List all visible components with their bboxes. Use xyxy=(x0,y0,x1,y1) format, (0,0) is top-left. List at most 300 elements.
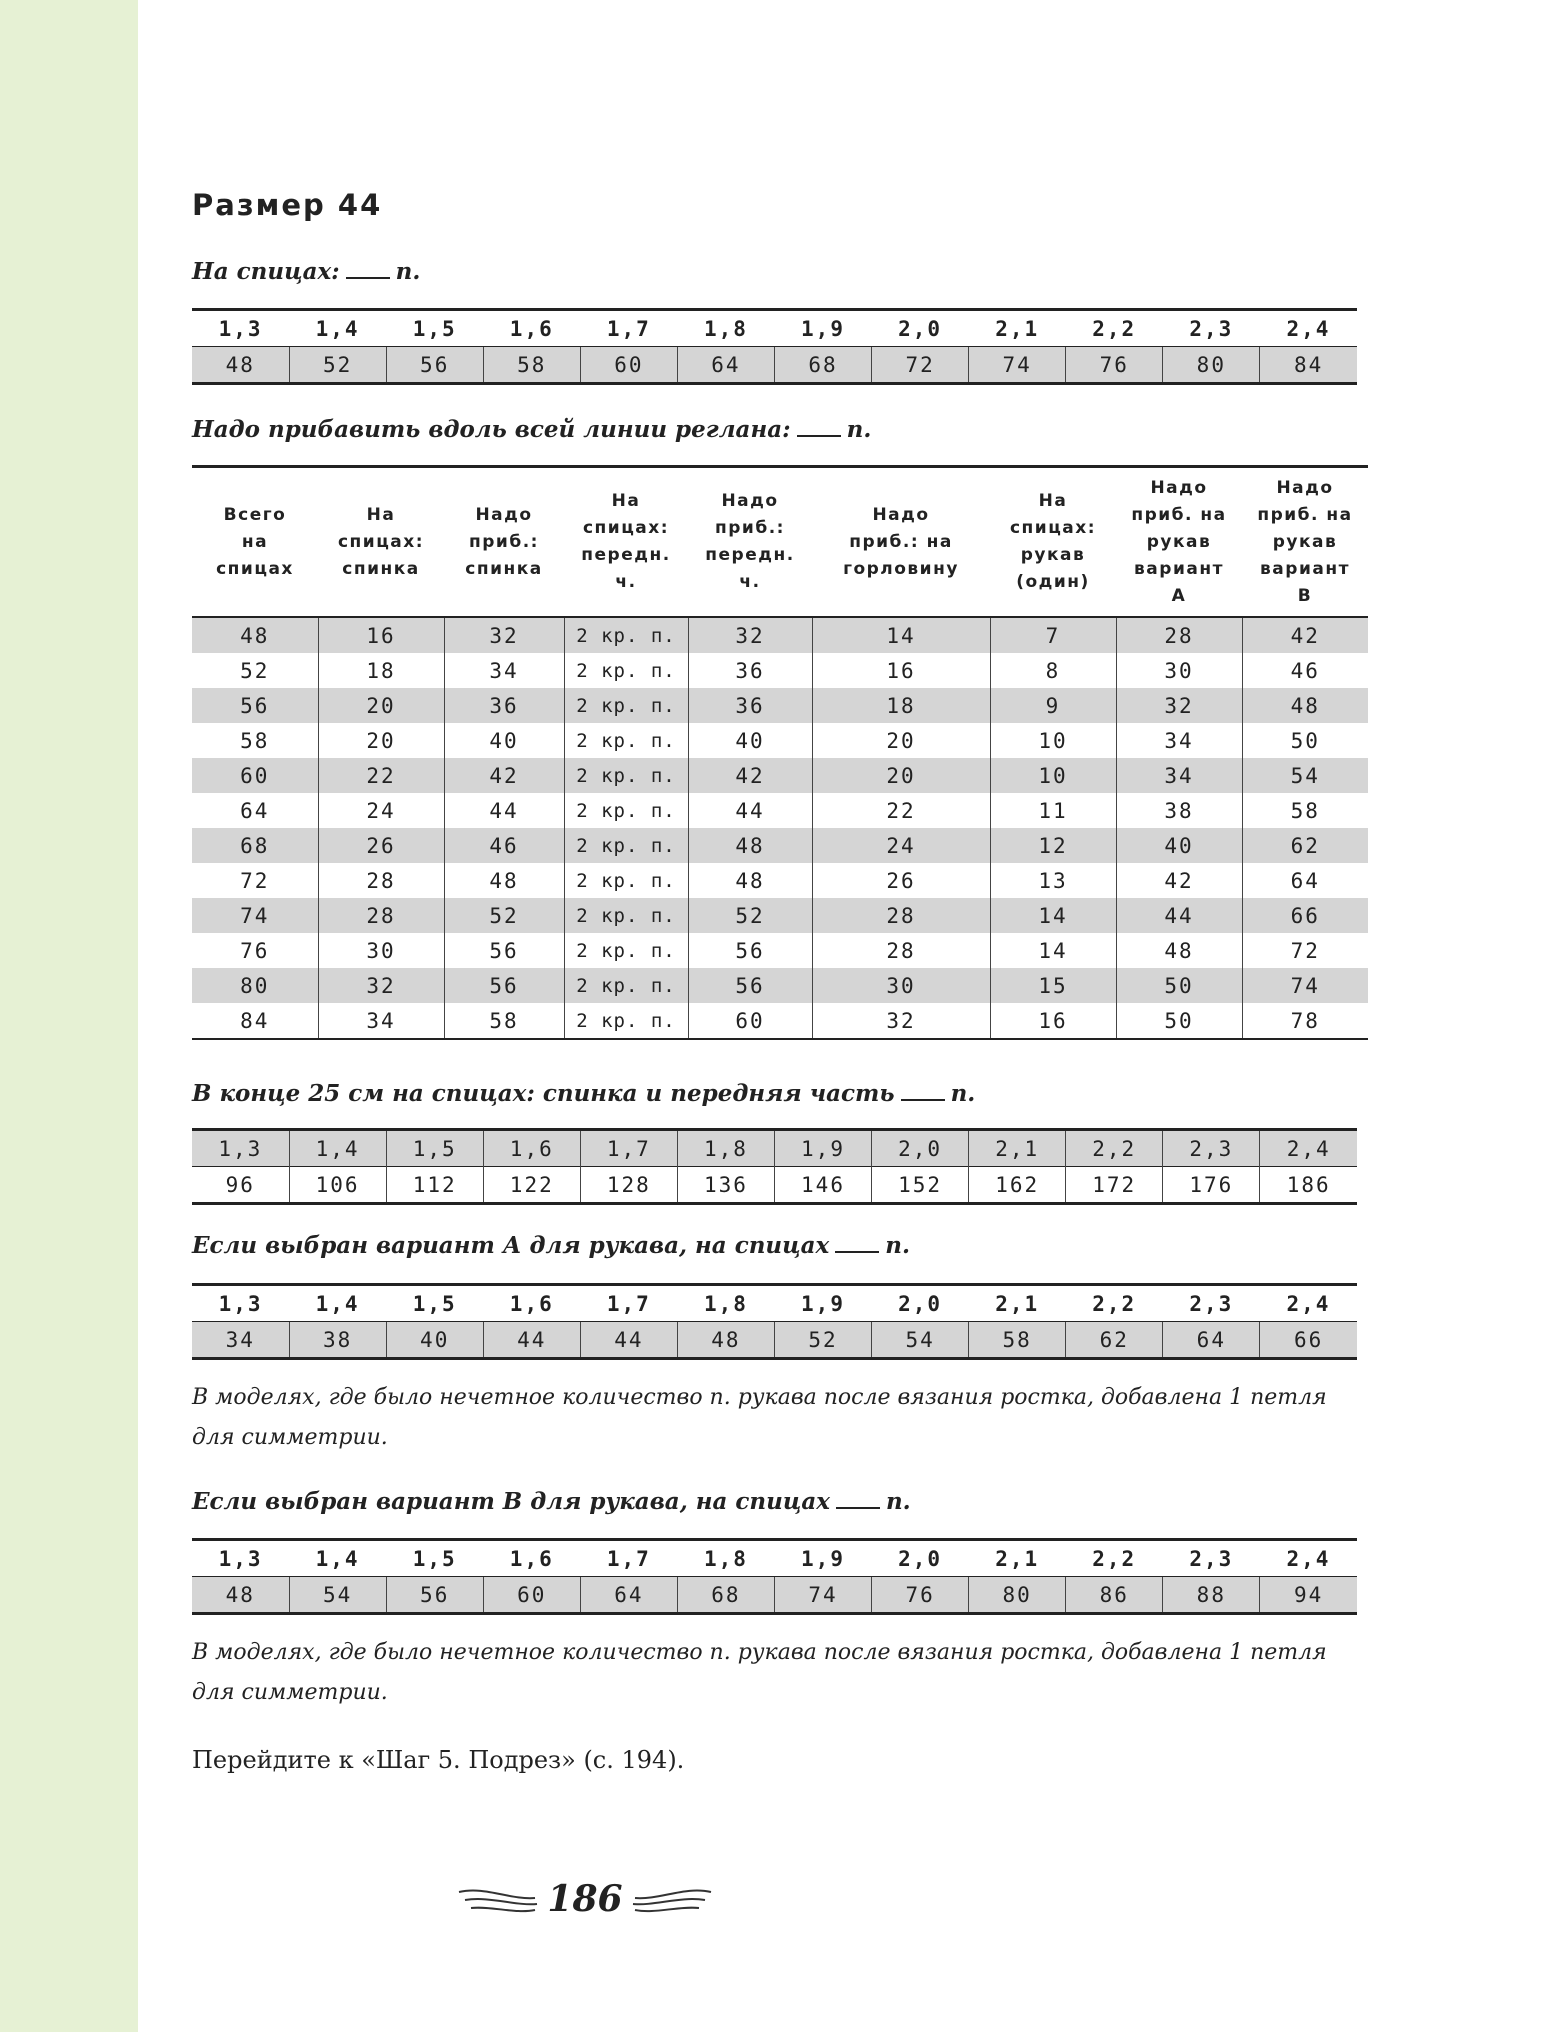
raglan-row xyxy=(192,723,1368,758)
column-header-line: приб. на xyxy=(1131,504,1227,525)
raglan-row xyxy=(192,933,1368,968)
needle-size-cell: 1,3 xyxy=(192,310,289,347)
raglan-cell: 28 xyxy=(318,898,444,933)
raglan-cell: 66 xyxy=(1242,898,1368,933)
needle-size-cell: 1,3 xyxy=(192,1540,289,1577)
raglan-cell: 30 xyxy=(1116,653,1242,688)
stitch-count-cell: 186 xyxy=(1260,1167,1357,1204)
raglan-cell: 15 xyxy=(990,968,1116,1003)
column-header-line: На xyxy=(366,504,396,525)
needle-size-row xyxy=(192,1540,1357,1577)
stitch-count-cell: 86 xyxy=(1066,1577,1163,1614)
stitch-count-cell: 74 xyxy=(969,347,1066,384)
variant-a-heading-unit: п. xyxy=(885,1232,910,1259)
needle-size-cell: 2,1 xyxy=(969,310,1066,347)
raglan-cell: 14 xyxy=(812,617,990,653)
stitch-count-cell: 64 xyxy=(1163,1322,1260,1359)
needle-size-cell: 1,9 xyxy=(774,1285,871,1322)
needle-size-cell: 1,6 xyxy=(483,310,580,347)
stitch-count-cell: 62 xyxy=(1066,1322,1163,1359)
needle-size-cell: 1,3 xyxy=(192,1285,289,1322)
stitch-count-cell: 44 xyxy=(580,1322,677,1359)
raglan-cell: 2 кр. п. xyxy=(564,1003,688,1039)
raglan-cell: 42 xyxy=(1242,617,1368,653)
needle-size-cell: 1,6 xyxy=(483,1285,580,1322)
raglan-cell: 20 xyxy=(812,723,990,758)
needle-size-cell: 1,5 xyxy=(386,1130,483,1167)
stitch-count-cell: 96 xyxy=(192,1167,289,1204)
column-header-line: На xyxy=(1038,491,1068,511)
column-header-line: передн. xyxy=(705,545,795,565)
raglan-header-row xyxy=(192,467,1368,618)
column-header-line: Надо xyxy=(721,491,779,511)
column-header-line: спицах xyxy=(216,558,294,579)
raglan-cell: 44 xyxy=(688,793,812,828)
column-header-line: спицах: xyxy=(582,518,670,538)
stitch-count-cell: 136 xyxy=(677,1167,774,1204)
raglan-cell: 20 xyxy=(812,758,990,793)
raglan-cell: 13 xyxy=(990,863,1116,898)
column-header-line: рукав xyxy=(1272,531,1338,552)
raglan-heading xyxy=(192,416,871,443)
raglan-cell: 56 xyxy=(688,968,812,1003)
raglan-cell: 48 xyxy=(192,617,318,653)
needle-size-cell: 2,2 xyxy=(1066,1130,1163,1167)
needle-size-cell: 1,8 xyxy=(677,1285,774,1322)
column-header-line: Всего xyxy=(223,504,287,525)
raglan-cell: 10 xyxy=(990,758,1116,793)
stitch-count-row xyxy=(192,347,1357,384)
stitch-count-cell: 64 xyxy=(677,347,774,384)
stitch-count-cell: 56 xyxy=(386,347,483,384)
stitch-count-cell: 60 xyxy=(483,1577,580,1614)
raglan-cell: 20 xyxy=(318,688,444,723)
page-footer xyxy=(455,1866,715,1936)
raglan-row xyxy=(192,758,1368,793)
stitch-count-cell: 128 xyxy=(580,1167,677,1204)
stitch-count-cell: 40 xyxy=(386,1322,483,1359)
raglan-cell: 30 xyxy=(812,968,990,1003)
raglan-row xyxy=(192,653,1368,688)
raglan-cell: 26 xyxy=(812,863,990,898)
stitch-count-cell: 84 xyxy=(1260,347,1357,384)
needle-size-cell: 2,4 xyxy=(1260,1130,1357,1167)
raglan-cell: 28 xyxy=(812,898,990,933)
raglan-column-header xyxy=(564,467,688,618)
raglan-cell: 7 xyxy=(990,617,1116,653)
raglan-cell: 28 xyxy=(1116,617,1242,653)
raglan-cell: 42 xyxy=(444,758,564,793)
stitch-count-cell: 48 xyxy=(677,1322,774,1359)
raglan-cell: 42 xyxy=(688,758,812,793)
raglan-cell: 8 xyxy=(990,653,1116,688)
raglan-cell: 34 xyxy=(1116,723,1242,758)
raglan-cell: 32 xyxy=(1116,688,1242,723)
stitch-count-cell: 58 xyxy=(969,1322,1066,1359)
needle-size-cell: 1,7 xyxy=(580,1285,677,1322)
raglan-cell: 18 xyxy=(812,688,990,723)
raglan-cell: 34 xyxy=(318,1003,444,1039)
raglan-cell: 76 xyxy=(240,938,270,963)
raglan-cell: 42 xyxy=(1116,863,1242,898)
raglan-cell: 36 xyxy=(688,688,812,723)
stitch-count-cell: 106 xyxy=(289,1167,386,1204)
raglan-row xyxy=(192,1003,1368,1039)
raglan-cell: 48 xyxy=(444,863,564,898)
variant-b-table xyxy=(192,1538,1357,1615)
column-header-line: Надо xyxy=(1150,477,1208,498)
raglan-row xyxy=(192,688,1368,723)
raglan-cell: 52 xyxy=(444,898,564,933)
needle-size-cell: 2,0 xyxy=(872,310,969,347)
column-header-line: На xyxy=(611,491,641,511)
stitch-count-cell: 52 xyxy=(774,1322,871,1359)
raglan-column-header xyxy=(688,467,812,618)
stitch-count-cell: 48 xyxy=(192,347,289,384)
stitch-count-cell: 80 xyxy=(1163,347,1260,384)
raglan-column-header xyxy=(990,467,1116,618)
stitch-count-cell: 74 xyxy=(774,1577,871,1614)
raglan-column-header xyxy=(1242,467,1368,618)
raglan-cell: 2 кр. п. xyxy=(564,688,688,723)
raglan-cell: 12 xyxy=(990,828,1116,863)
fill-blank xyxy=(346,263,390,279)
raglan-heading-text: Надо прибавить вдоль всей линии реглана: xyxy=(192,416,791,443)
raglan-cell: 50 xyxy=(1242,723,1368,758)
needle-size-cell: 1,4 xyxy=(289,310,386,347)
needle-size-cell: 1,8 xyxy=(677,1130,774,1167)
column-header-line: приб.: xyxy=(715,518,785,538)
stitch-count-cell: 76 xyxy=(872,1577,969,1614)
raglan-cell: 22 xyxy=(318,758,444,793)
needle-size-cell: 1,3 xyxy=(192,1130,289,1167)
needle-size-cell: 1,8 xyxy=(677,1540,774,1577)
raglan-cell: 48 xyxy=(688,828,812,863)
raglan-cell: 58 xyxy=(1242,793,1368,828)
needle-size-cell: 2,0 xyxy=(872,1130,969,1167)
raglan-cell: 48 xyxy=(1242,688,1368,723)
column-header-line: спицах: xyxy=(1009,518,1097,538)
needle-size-cell: 2,0 xyxy=(872,1285,969,1322)
stitch-count-cell: 44 xyxy=(483,1322,580,1359)
fill-blank xyxy=(797,421,841,437)
needle-size-cell: 2,1 xyxy=(969,1130,1066,1167)
raglan-cell: 32 xyxy=(688,617,812,653)
raglan-table xyxy=(192,465,1368,1040)
stitch-count-cell: 54 xyxy=(289,1577,386,1614)
raglan-cell: 78 xyxy=(1242,1003,1368,1039)
column-header-line: (один) xyxy=(1016,572,1090,592)
raglan-cell: 68 xyxy=(192,828,318,863)
go-to-step-link: Перейдите к «Шаг 5. Подрез» (с. 194). xyxy=(192,1746,685,1774)
raglan-column-header xyxy=(1116,467,1242,618)
fill-blank xyxy=(836,1493,880,1509)
needle-size-cell: 1,6 xyxy=(483,1540,580,1577)
column-header-line: Надо xyxy=(1276,477,1334,498)
column-header-line: ч. xyxy=(615,572,637,592)
column-header-line: Надо xyxy=(475,504,533,525)
needle-size-cell: 1,4 xyxy=(289,1285,386,1322)
end25-heading-text: В конце 25 см на спицах: спинка и передняя часть xyxy=(192,1080,895,1107)
column-header-line: спицах: xyxy=(337,531,425,552)
raglan-cell: 26 xyxy=(318,828,444,863)
column-header-line: на xyxy=(241,531,269,552)
raglan-cell: 74 xyxy=(192,898,318,933)
stitch-count-cell: 48 xyxy=(192,1577,289,1614)
stitch-count-cell: 58 xyxy=(483,347,580,384)
raglan-row xyxy=(192,968,1368,1003)
raglan-cell: 2 кр. п. xyxy=(564,968,688,1003)
raglan-row xyxy=(192,828,1368,863)
raglan-cell: 16 xyxy=(318,617,444,653)
raglan-cell: 60 xyxy=(688,1003,812,1039)
raglan-cell: 62 xyxy=(1242,828,1368,863)
raglan-cell: 22 xyxy=(812,793,990,828)
raglan-cell: 32 xyxy=(444,617,564,653)
raglan-cell: 38 xyxy=(1116,793,1242,828)
raglan-cell: 44 xyxy=(444,793,564,828)
raglan-cell: 46 xyxy=(444,828,564,863)
needle-size-cell: 1,9 xyxy=(774,310,871,347)
variant-b-heading xyxy=(192,1488,911,1515)
column-header-line: А xyxy=(1171,585,1187,606)
raglan-cell: 2 кр. п. xyxy=(564,898,688,933)
raglan-cell: 20 xyxy=(318,723,444,758)
page-number: 186 xyxy=(547,1878,623,1920)
stitch-count-cell: 146 xyxy=(774,1167,871,1204)
raglan-cell: 10 xyxy=(990,723,1116,758)
end25-table xyxy=(192,1128,1357,1205)
stitch-count-cell: 66 xyxy=(1260,1322,1357,1359)
stitch-count-cell: 176 xyxy=(1163,1167,1260,1204)
raglan-cell: 52 xyxy=(240,658,270,683)
raglan-column-header xyxy=(812,467,990,618)
needles-heading-unit: п. xyxy=(395,258,421,285)
raglan-cell: 64 xyxy=(1242,863,1368,898)
needle-size-cell: 2,4 xyxy=(1260,310,1357,347)
raglan-cell: 36 xyxy=(444,688,564,723)
needle-size-cell: 2,3 xyxy=(1163,1130,1260,1167)
needle-size-cell: 1,7 xyxy=(580,310,677,347)
column-header-line: спинка xyxy=(465,558,543,579)
raglan-column-header xyxy=(192,467,318,618)
needle-size-cell: 1,7 xyxy=(580,1540,677,1577)
raglan-cell: 2 кр. п. xyxy=(564,653,688,688)
stitch-count-cell: 162 xyxy=(969,1167,1066,1204)
needle-size-cell: 2,4 xyxy=(1260,1285,1357,1322)
stitch-count-cell: 64 xyxy=(580,1577,677,1614)
raglan-cell: 74 xyxy=(1242,968,1368,1003)
raglan-cell: 44 xyxy=(1116,898,1242,933)
raglan-cell: 60 xyxy=(192,758,318,793)
column-header-line: приб.: xyxy=(469,531,539,552)
needles-heading-text: На спицах: xyxy=(192,258,340,285)
raglan-cell: 40 xyxy=(688,723,812,758)
raglan-cell: 56 xyxy=(444,968,564,1003)
raglan-row xyxy=(192,793,1368,828)
raglan-cell: 72 xyxy=(240,868,270,893)
variant-b-heading-text: Если выбран вариант В для рукава, на спицах xyxy=(192,1488,830,1515)
needles-heading xyxy=(192,258,420,285)
end25-heading xyxy=(192,1080,975,1107)
variant-b-note: В моделях, где было нечетное количество п. рукава после вязания ростка, добавлена 1 петля для симметрии. xyxy=(192,1640,1327,1705)
needle-size-cell: 2,0 xyxy=(872,1540,969,1577)
raglan-cell: 32 xyxy=(812,1003,990,1039)
column-header-line: В xyxy=(1297,585,1313,606)
raglan-cell: 14 xyxy=(990,933,1116,968)
raglan-cell: 2 кр. п. xyxy=(564,933,688,968)
variant-a-heading-text: Если выбран вариант А для рукава, на спицах xyxy=(192,1232,830,1259)
raglan-cell: 2 кр. п. xyxy=(564,793,688,828)
needle-size-cell: 1,4 xyxy=(289,1130,386,1167)
raglan-heading-unit: п. xyxy=(846,416,872,443)
needle-size-cell: 2,3 xyxy=(1163,310,1260,347)
raglan-cell: 80 xyxy=(192,968,318,1003)
column-header-line: приб.: на xyxy=(849,531,953,552)
column-header-line: вариант xyxy=(1134,558,1224,579)
needle-size-cell: 2,1 xyxy=(969,1285,1066,1322)
raglan-row xyxy=(192,617,1368,653)
needle-size-cell: 1,7 xyxy=(580,1130,677,1167)
column-header-line: ч. xyxy=(739,572,761,592)
stitch-count-row xyxy=(192,1322,1357,1359)
column-header-line: приб. на xyxy=(1257,504,1353,525)
raglan-cell: 36 xyxy=(688,653,812,688)
raglan-cell: 32 xyxy=(318,968,444,1003)
needle-size-cell: 1,8 xyxy=(677,310,774,347)
raglan-cell: 16 xyxy=(812,653,990,688)
raglan-row xyxy=(192,863,1368,898)
stitch-count-cell: 76 xyxy=(1066,347,1163,384)
stitch-count-cell: 56 xyxy=(386,1577,483,1614)
page-title: Размер 44 xyxy=(192,188,383,222)
raglan-cell: 84 xyxy=(192,1003,318,1039)
needle-size-cell: 1,9 xyxy=(774,1130,871,1167)
raglan-cell: 11 xyxy=(990,793,1116,828)
raglan-row xyxy=(192,898,1368,933)
raglan-cell: 48 xyxy=(688,863,812,898)
column-header-line: рукав xyxy=(1020,545,1086,565)
stitch-count-cell: 122 xyxy=(483,1167,580,1204)
raglan-cell: 2 кр. п. xyxy=(564,828,688,863)
raglan-column-header xyxy=(318,467,444,618)
needle-size-cell: 1,5 xyxy=(386,1285,483,1322)
side-color-strip xyxy=(0,0,138,2032)
stitch-count-cell: 80 xyxy=(969,1577,1066,1614)
raglan-cell: 40 xyxy=(444,723,564,758)
raglan-cell: 2 кр. п. xyxy=(564,758,688,793)
column-header-line: передн. xyxy=(581,545,671,565)
raglan-cell: 16 xyxy=(990,1003,1116,1039)
raglan-cell: 34 xyxy=(444,653,564,688)
raglan-cell: 24 xyxy=(812,828,990,863)
raglan-cell: 56 xyxy=(444,933,564,968)
needle-size-cell: 2,2 xyxy=(1066,1540,1163,1577)
needle-size-cell: 1,5 xyxy=(386,1540,483,1577)
needle-size-row xyxy=(192,1285,1357,1322)
raglan-cell: 2 кр. п. xyxy=(564,723,688,758)
raglan-cell: 50 xyxy=(1116,1003,1242,1039)
stitch-count-cell: 38 xyxy=(289,1322,386,1359)
raglan-cell: 28 xyxy=(318,863,444,898)
raglan-cell: 34 xyxy=(1116,758,1242,793)
raglan-cell: 9 xyxy=(990,688,1116,723)
raglan-cell: 28 xyxy=(812,933,990,968)
raglan-cell: 14 xyxy=(990,898,1116,933)
needle-size-row xyxy=(192,310,1357,347)
stitch-count-cell: 34 xyxy=(192,1322,289,1359)
column-header-line: спинка xyxy=(342,558,420,579)
raglan-cell: 56 xyxy=(192,688,318,723)
raglan-cell: 58 xyxy=(444,1003,564,1039)
raglan-cell: 56 xyxy=(688,933,812,968)
raglan-cell: 2 кр. п. xyxy=(564,617,688,653)
stitch-count-cell: 54 xyxy=(872,1322,969,1359)
needle-size-cell: 2,3 xyxy=(1163,1540,1260,1577)
variant-b-heading-unit: п. xyxy=(885,1488,911,1515)
needle-size-cell: 2,4 xyxy=(1260,1540,1357,1577)
raglan-cell: 46 xyxy=(1242,653,1368,688)
raglan-cell: 64 xyxy=(240,798,270,823)
fill-blank xyxy=(835,1237,879,1253)
stitch-count-cell: 152 xyxy=(872,1167,969,1204)
raglan-cell: 24 xyxy=(318,793,444,828)
raglan-cell: 2 кр. п. xyxy=(564,863,688,898)
needle-size-cell: 2,1 xyxy=(969,1540,1066,1577)
raglan-cell: 18 xyxy=(318,653,444,688)
stitch-count-cell: 72 xyxy=(872,347,969,384)
stitch-count-row xyxy=(192,1167,1357,1204)
raglan-cell: 58 xyxy=(240,728,270,753)
column-header-line: горловину xyxy=(843,558,959,579)
variant-a-table xyxy=(192,1283,1357,1360)
raglan-cell: 48 xyxy=(1116,933,1242,968)
needle-size-cell: 2,3 xyxy=(1163,1285,1260,1322)
stitch-count-cell: 68 xyxy=(677,1577,774,1614)
column-header-line: рукав xyxy=(1146,531,1212,552)
stitch-count-cell: 60 xyxy=(580,347,677,384)
needle-size-cell: 2,2 xyxy=(1066,1285,1163,1322)
raglan-cell: 72 xyxy=(1242,933,1368,968)
stitch-count-cell: 88 xyxy=(1163,1577,1260,1614)
stitch-count-cell: 52 xyxy=(289,347,386,384)
needle-size-cell: 1,6 xyxy=(483,1130,580,1167)
column-header-line: вариант xyxy=(1260,558,1350,579)
fill-blank xyxy=(901,1085,945,1101)
stitch-count-cell: 94 xyxy=(1260,1577,1357,1614)
variant-a-heading xyxy=(192,1232,910,1259)
raglan-cell: 52 xyxy=(688,898,812,933)
raglan-cell: 40 xyxy=(1116,828,1242,863)
variant-a-note: В моделях, где было нечетное количество п. рукава после вязания ростка, добавлена 1 петля для симметрии. xyxy=(192,1385,1327,1450)
stitch-count-cell: 172 xyxy=(1066,1167,1163,1204)
needles-table xyxy=(192,308,1357,385)
raglan-cell: 30 xyxy=(318,933,444,968)
stitch-count-cell: 112 xyxy=(386,1167,483,1204)
raglan-column-header xyxy=(444,467,564,618)
column-header-line: Надо xyxy=(872,504,930,525)
stitch-count-row xyxy=(192,1577,1357,1614)
stitch-count-cell: 68 xyxy=(774,347,871,384)
needle-size-cell: 2,2 xyxy=(1066,310,1163,347)
end25-heading-unit: п. xyxy=(950,1080,976,1107)
needle-size-cell: 1,4 xyxy=(289,1540,386,1577)
needle-size-cell: 1,5 xyxy=(386,310,483,347)
needle-size-row xyxy=(192,1130,1357,1167)
raglan-cell: 54 xyxy=(1242,758,1368,793)
needle-size-cell: 1,9 xyxy=(774,1540,871,1577)
raglan-cell: 50 xyxy=(1116,968,1242,1003)
